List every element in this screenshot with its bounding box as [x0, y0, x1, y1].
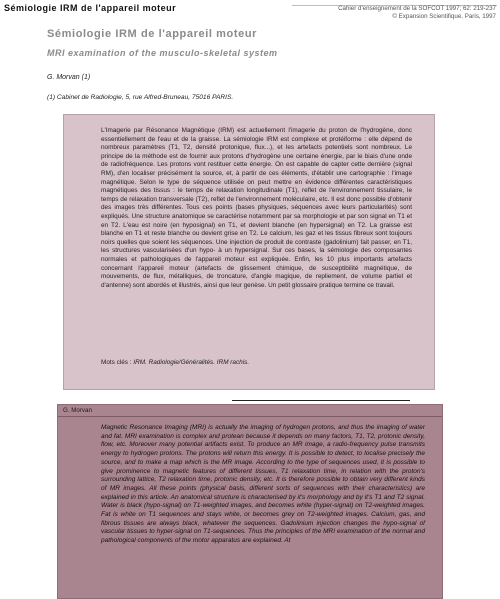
keywords-label: Mots clés :	[101, 359, 132, 366]
summary-author: G. Morvan	[63, 407, 92, 414]
keywords	[101, 359, 249, 366]
article-subtitle: MRI examination of the musculo-skeletal system	[47, 48, 278, 58]
article-title: Sémiologie IRM de l'appareil moteur	[47, 28, 258, 40]
section-divider	[232, 400, 410, 401]
author-line: G. Morvan (1)	[47, 74, 91, 81]
summary-header	[58, 405, 442, 417]
running-head: Sémiologie IRM de l'appareil moteur	[4, 3, 177, 13]
journal-citation: Cahier d'enseignement de la SOFCOT 1997; 62: 219-237	[338, 5, 496, 12]
affiliation-line: (1) Cabinet de Radiologie, 5, rue Alfred-Bruneau, 75016 PARIS.	[47, 94, 234, 101]
english-summary-text: Magnetic Resonance Imaging (MRI) is actually the imaging of hydrogen protons, and thus the imaging of water and fat. MRI examination is complex and protean because it depends on many factors, T1, T2, protonic density, flow, etc. Moreover many potential artifacts exist. To produce an MR image, a radio-frequency pulse transmits energy to hydrogen protons. The protons will return this energy. It is possible to detect, to localise precisely the source, and to make a map which is the MR image. According to the type of sequences used, it is possible to give prominence to magnetic features of different tissues, T1 relaxation time, in relation with the proton's surrounding lattice, T2 relaxation time, protonic density, etc. It is therefore possible to obtain very different kinds of MR images. All these points (physical basis, different sorts of sequences with their characteristics) are explained in this article. An anatomical structure is characterised by it's morphology and by it's T1 and T2 signal. Water is black (hypo-signal) on T1-weighted images, and becomes white (hyper-signal) on T2-weighted images. Fat is white on T1 sequences and stays white, or becomes grey on T2-weighted images. Calcium, gas, and fibrous tissues are always black, whatever the sequences. Gadolinium injection changes the hypo-signal of vascular tissues to hyper-signal on T1-sequences. Thus the principles of the MRI examination of the normal and pathological components of the motor apparatus are explained. At	[101, 424, 425, 545]
french-abstract-text: L'Imagerie par Résonance Magnétique (IRM) est actuellement l'imagerie du proton de l'hydrogène, donc essentiellement de l'eau et de la graisse. La sémiologie IRM est complexe et protéiforme : elle dépend de nombreux paramètres (T1, T2, densité protonique, flux...), et les artefacts potentiels sont nombreux. Le principe de la méthode est de fournir aux protons d'hydrogène une certaine énergie, par le biais d'une onde de radiofréquence. Les protons vont restituer cette énergie. On est capable de capter cette dernière (signal RM), d'en localiser précisément la source, et, à partir de ces éléments, d'établir une cartographie : l'image magnétique. Selon le type de séquence utilisée on peut mettre en évidence différentes caractéristiques magnétiques des tissus : le temps de relaxation longitudinale (T1), reflet de l'environnement tissulaire, le temps de relaxation transversale (T2), reflet de l'environnement moléculaire, etc. Il est donc possible d'obtenir des images très différentes. Tous ces points (bases physiques, séquences avec leurs particularités) sont expliqués. Une structure anatomique se caractérise notamment par sa morphologie et par son signal en T1 et en T2. L'eau est noire (en hyposignal) en T1, et devient blanche (en hypersignal) en T2. La graisse est blanche en T1 et reste blanche ou devient grise en T2. Le calcium, les gaz et les tissus fibreux sont toujours noirs quelles que soient les séquences. Une injection de produit de contraste (gadolinium) fait passer, en T1, les structures vascularisées d'un hypo- à un hypersignal. Sur ces bases, la sémiologie des composantes normales et pathologiques de l'appareil moteur est expliquée. Enfin, les 10 plus importants artefacts concernant l'appareil moteur (artefacts de glissement chimique, de susceptibilité magnétique, de mouvements, de flux, métalliques, de troncature, d'angle magique, de repliement, de volume partiel et d'antenne) sont abordés et illustrés, ainsi que leur genèse. Un petit glossaire pratique termine ce travail.	[101, 127, 412, 289]
journal-reference	[338, 5, 496, 21]
copyright-line: © Expansion Scientifique, Paris, 1997	[392, 13, 496, 20]
keywords-values: IRM. Radiologie/Généralités. IRM rachis.	[133, 359, 250, 366]
english-summary-box	[57, 404, 443, 599]
french-abstract-box	[63, 114, 435, 390]
